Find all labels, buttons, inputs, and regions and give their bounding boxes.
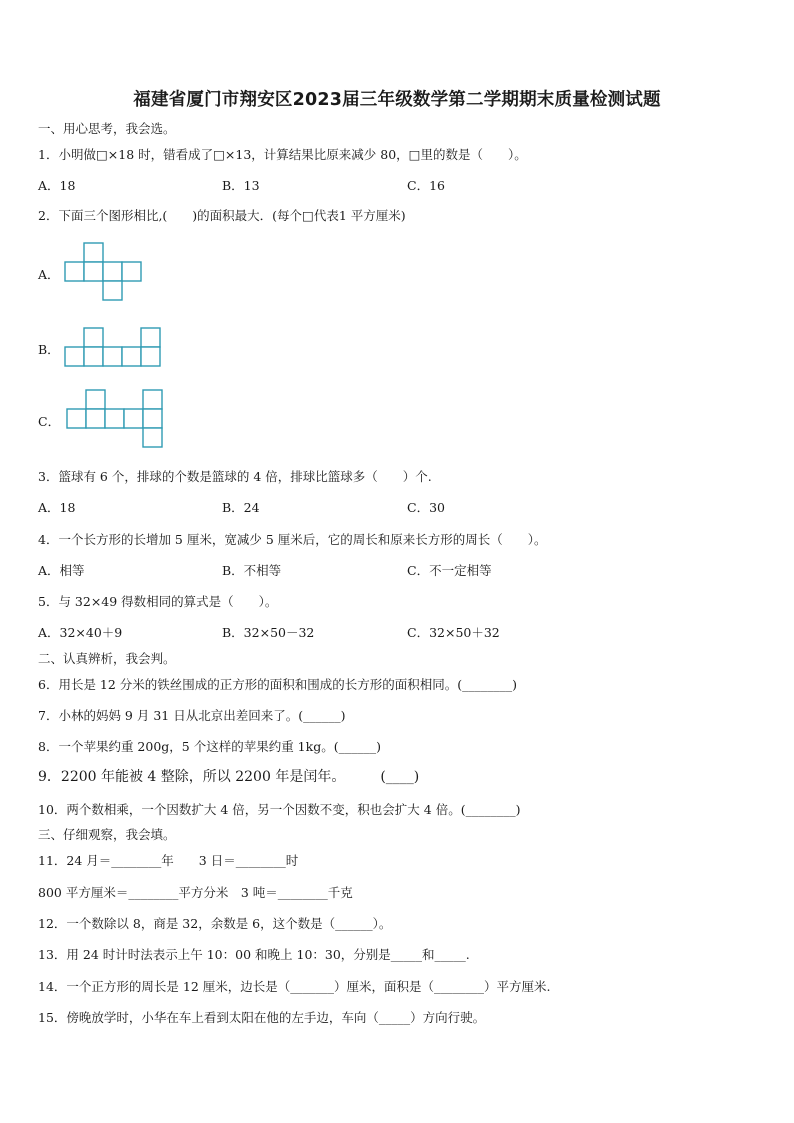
- grid-square: [84, 262, 103, 281]
- grid-square: [105, 409, 124, 428]
- grid-square: [84, 347, 103, 366]
- q5-option-b[interactable]: B．32×50－32: [222, 625, 315, 640]
- question-10: 10．两个数相乘，一个因数扩大 4 倍，另一个因数不变，积也会扩大 4 倍。(________): [38, 802, 521, 817]
- grid-square: [141, 347, 160, 366]
- question-7: 7．小林的妈妈 9 月 31 日从北京出差回来了。(______): [38, 708, 346, 723]
- question-14: 14．一个正方形的周长是 12 厘米，边长是（_______）厘米，面积是（________）平方厘米.: [38, 979, 551, 994]
- q3-option-a[interactable]: A．18: [38, 500, 76, 515]
- grid-square: [103, 281, 122, 300]
- q5-option-a[interactable]: A．32×40＋9: [38, 625, 123, 640]
- q2-label-c[interactable]: C．: [38, 414, 61, 429]
- question-6: 6．用长是 12 分米的铁丝围成的正方形的面积和围成的长方形的面积相同。(________): [38, 677, 518, 692]
- grid-square: [143, 409, 162, 428]
- section-2-heading: 二、认真辨析，我会判。: [38, 651, 176, 666]
- grid-square: [65, 347, 84, 366]
- section-1-heading: 一、用心思考，我会选。: [38, 121, 176, 136]
- grid-square: [143, 390, 162, 409]
- question-3: 3．篮球有 6 个，排球的个数是篮球的 4 倍，排球比篮球多（ ）个.: [38, 469, 432, 484]
- grid-square: [122, 262, 141, 281]
- figure-c: [66, 389, 166, 449]
- q4-option-a[interactable]: A．相等: [38, 563, 85, 578]
- grid-square: [67, 409, 86, 428]
- q4-option-c[interactable]: C．不一定相等: [407, 563, 492, 578]
- question-5: 5．与 32×49 得数相同的算式是（ ）。: [38, 594, 278, 609]
- grid-square: [65, 262, 84, 281]
- question-9: 9．2200 年能被 4 整除，所以 2200 年是闰年。 (____): [38, 769, 420, 785]
- grid-square: [86, 409, 105, 428]
- grid-square: [86, 390, 105, 409]
- figure-a: [64, 242, 144, 302]
- grid-square: [143, 428, 162, 447]
- q1-option-c[interactable]: C．16: [407, 178, 445, 193]
- question-4: 4．一个长方形的长增加 5 厘米，宽减少 5 厘米后，它的周长和原来长方形的周长（ ）。: [38, 532, 547, 547]
- q1-option-a[interactable]: A．18: [38, 178, 76, 193]
- grid-square: [84, 328, 103, 347]
- grid-square: [103, 262, 122, 281]
- question-8: 8．一个苹果约重 200g，5 个这样的苹果约重 1kg。(______): [38, 739, 381, 754]
- page-title: 福建省厦门市翔安区2023届三年级数学第二学期期末质量检测试题: [133, 90, 661, 110]
- grid-square: [103, 347, 122, 366]
- question-11-line-1: 11．24 月＝________年 3 日＝________时: [38, 853, 299, 868]
- q3-option-c[interactable]: C．30: [407, 500, 445, 515]
- q2-label-a[interactable]: A．: [38, 267, 60, 282]
- q1-option-b[interactable]: B．13: [222, 178, 260, 193]
- q2-label-b[interactable]: B．: [38, 342, 60, 357]
- grid-square: [141, 328, 160, 347]
- section-3-heading: 三、仔细观察，我会填。: [38, 827, 176, 842]
- grid-square: [84, 243, 103, 262]
- figure-b: [64, 327, 164, 369]
- q4-option-b[interactable]: B．不相等: [222, 563, 282, 578]
- question-11-line-2: 800 平方厘米＝________平方分米 3 吨＝________千克: [38, 885, 353, 900]
- question-1: 1．小明做□×18 时，错看成了□×13，计算结果比原来减少 80，□里的数是（ ）。: [38, 147, 527, 162]
- question-13: 13．用 24 时计时法表示上午 10：00 和晚上 10：30，分别是_____和_____.: [38, 947, 470, 962]
- q3-option-b[interactable]: B．24: [222, 500, 260, 515]
- question-2: 2．下面三个图形相比,( )的面积最大．(每个□代表1 平方厘米): [38, 208, 406, 223]
- grid-square: [124, 409, 143, 428]
- grid-square: [122, 347, 141, 366]
- q5-option-c[interactable]: C．32×50＋32: [407, 625, 500, 640]
- question-12: 12．一个数除以 8，商是 32，余数是 6，这个数是（______）。: [38, 916, 392, 931]
- question-15: 15．傍晚放学时，小华在车上看到太阳在他的左手边，车向（_____）方向行驶。: [38, 1010, 486, 1025]
